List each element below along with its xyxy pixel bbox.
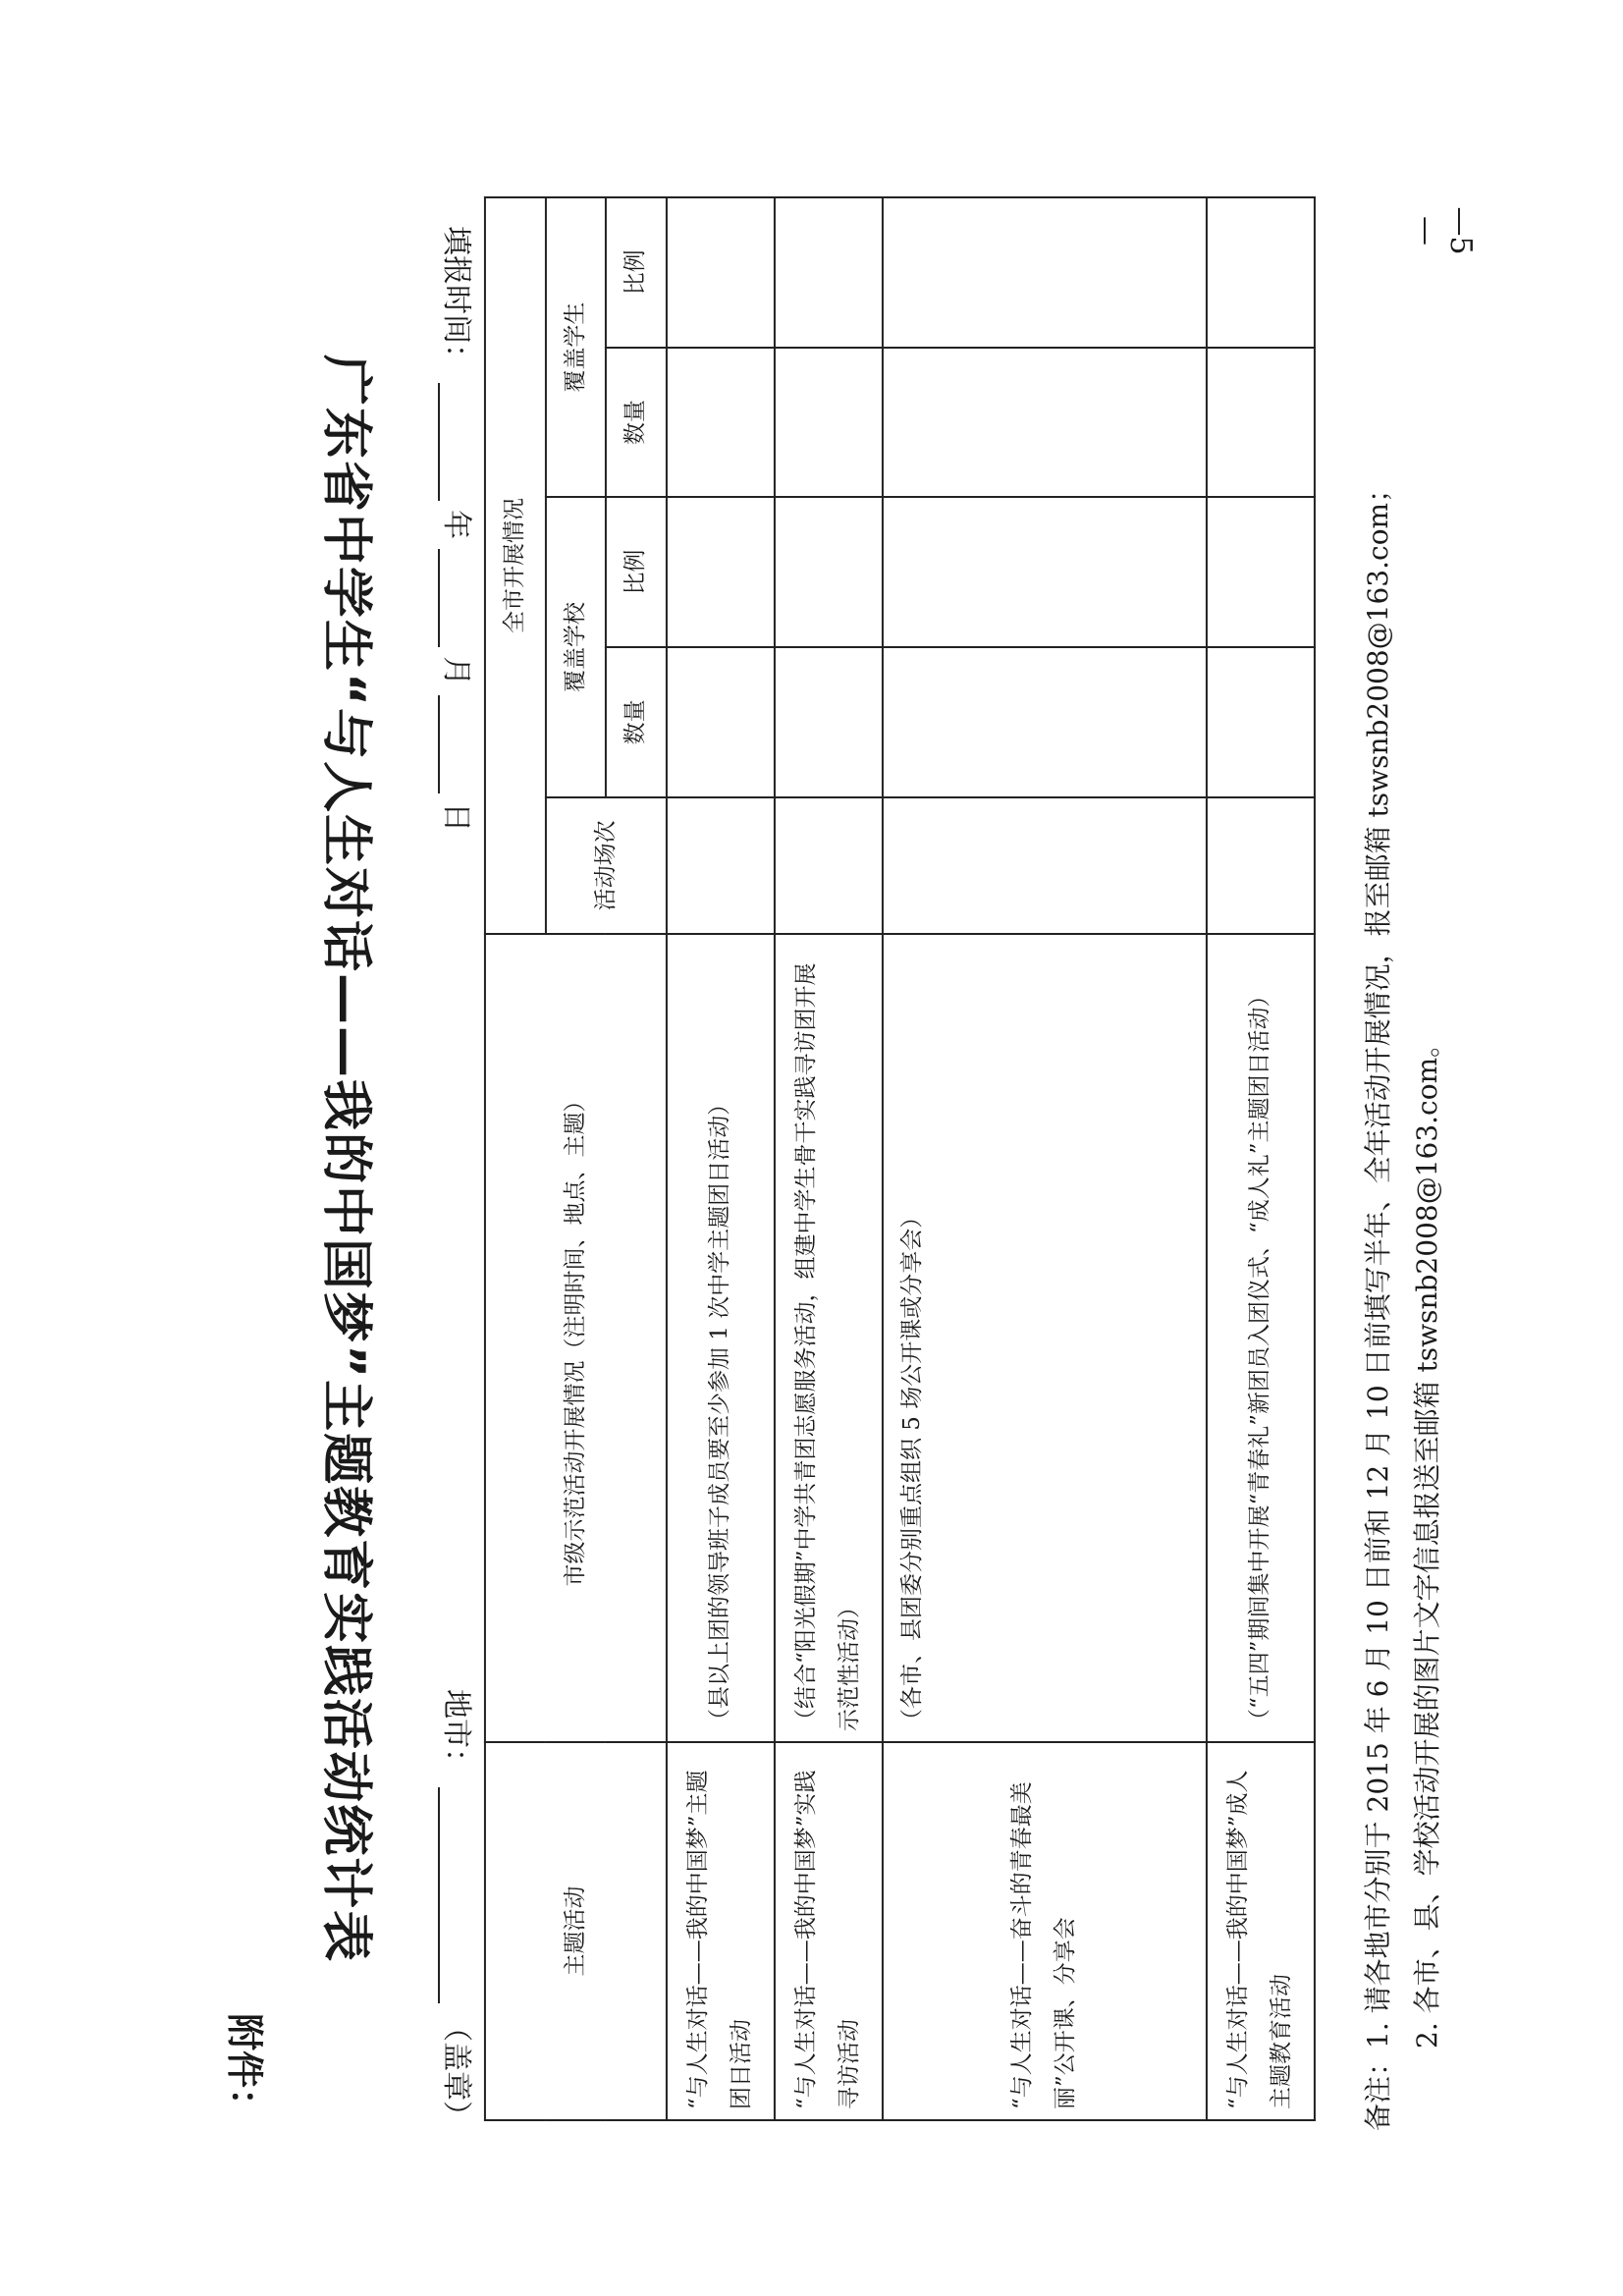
page-title: 广东省中学生“与人生对话——我的中国梦”主题教育实践活动统计表	[316, 354, 375, 1964]
demo-cell[interactable]: （结合“阳光假期”中学共青团志愿服务活动，组建中学生骨干实践寻访团开展示范性活动）	[775, 934, 883, 1742]
table-row	[1207, 197, 1315, 2120]
theme-cell: “与人生对话——我的中国梦”主题团日活动	[667, 1742, 775, 2120]
demo-cell[interactable]: （各市、县团委分别重点组织 5 场公开课或分享会）	[883, 934, 1207, 1742]
month-unit: 月	[439, 656, 473, 686]
demo-cell[interactable]: （“五四”期间集中开展“青春礼”新团员入团仪式、“成人礼”主题团日活动）	[1207, 934, 1315, 1742]
input-cell[interactable]	[883, 497, 1207, 647]
page-number: —5—	[1409, 206, 1478, 255]
input-cell[interactable]	[667, 797, 775, 934]
header-sessions: 活动场次	[546, 797, 667, 934]
theme-cell: “与人生对话——奋斗的青春最美丽”公开课、分享会	[883, 1742, 1207, 2120]
city-field	[438, 1689, 481, 2130]
day-unit: 日	[439, 802, 473, 833]
table-row	[667, 197, 775, 2120]
theme-cell: “与人生对话——我的中国梦”成人主题教育活动	[1207, 1742, 1315, 2120]
input-cell[interactable]	[667, 647, 775, 797]
statistics-table	[484, 196, 1316, 2121]
rotated-form	[118, 157, 1473, 2151]
table-row	[775, 197, 883, 2120]
theme-cell: “与人生对话——我的中国梦”实践寻访活动	[775, 1742, 883, 2120]
year-unit: 年	[439, 510, 473, 540]
input-cell[interactable]	[667, 497, 775, 647]
input-cell[interactable]	[775, 497, 883, 647]
month-blank	[438, 549, 469, 647]
header-schools: 覆盖学校	[546, 497, 607, 796]
input-cell[interactable]	[1207, 647, 1315, 797]
input-cell[interactable]	[1207, 197, 1315, 348]
input-cell[interactable]	[883, 197, 1207, 348]
notes-label: 备注：	[1362, 2048, 1395, 2131]
header-city-demo: 市级示范活动开展情况（注明时间、地点、主题）	[485, 934, 667, 1742]
date-label: 填报时间：	[439, 226, 473, 373]
input-cell[interactable]	[883, 647, 1207, 797]
header-students: 覆盖学生	[546, 197, 607, 497]
notes	[1354, 206, 1453, 2131]
city-label: 地市：	[439, 1689, 473, 1777]
header-quantity: 数量	[606, 647, 667, 797]
input-cell[interactable]	[775, 348, 883, 498]
header-citywide: 全市开展情况	[485, 197, 546, 934]
header-ratio: 比例	[606, 497, 667, 647]
header-theme: 主题活动	[485, 1742, 667, 2120]
note-item: 1. 请各地市分别于 2015 年 6 月 10 日前和 12 月 10 日前填写半年、全年活动开展情况，报至邮箱 tswsnb2008@163.com；	[1362, 474, 1395, 2049]
year-blank	[438, 383, 469, 501]
day-blank	[438, 695, 469, 793]
input-cell[interactable]	[775, 647, 883, 797]
form-meta-row	[432, 157, 481, 2151]
input-cell[interactable]	[775, 197, 883, 348]
input-cell[interactable]	[883, 797, 1207, 934]
table-header-row	[485, 197, 546, 2120]
header-quantity: 数量	[606, 348, 667, 498]
input-cell[interactable]	[1207, 797, 1315, 934]
demo-cell[interactable]: （县以上团的领导班子成员要至少参加 1 次中学主题团日活动）	[667, 934, 775, 1742]
input-cell[interactable]	[667, 348, 775, 498]
table-row	[883, 197, 1207, 2120]
city-blank	[438, 1787, 469, 2003]
attachment-label: 附件：	[223, 2013, 266, 2126]
input-cell[interactable]	[883, 348, 1207, 498]
note-item: 2. 各市、县、学校活动开展的图片文字信息报送至邮箱 tswsnb2008@163.com。	[1411, 1029, 1444, 2049]
date-field	[438, 226, 481, 832]
input-cell[interactable]	[667, 197, 775, 348]
input-cell[interactable]	[775, 797, 883, 934]
input-cell[interactable]	[1207, 497, 1315, 647]
header-ratio: 比例	[606, 197, 667, 348]
seal-label: （盖章）	[439, 2012, 473, 2131]
input-cell[interactable]	[1207, 348, 1315, 498]
